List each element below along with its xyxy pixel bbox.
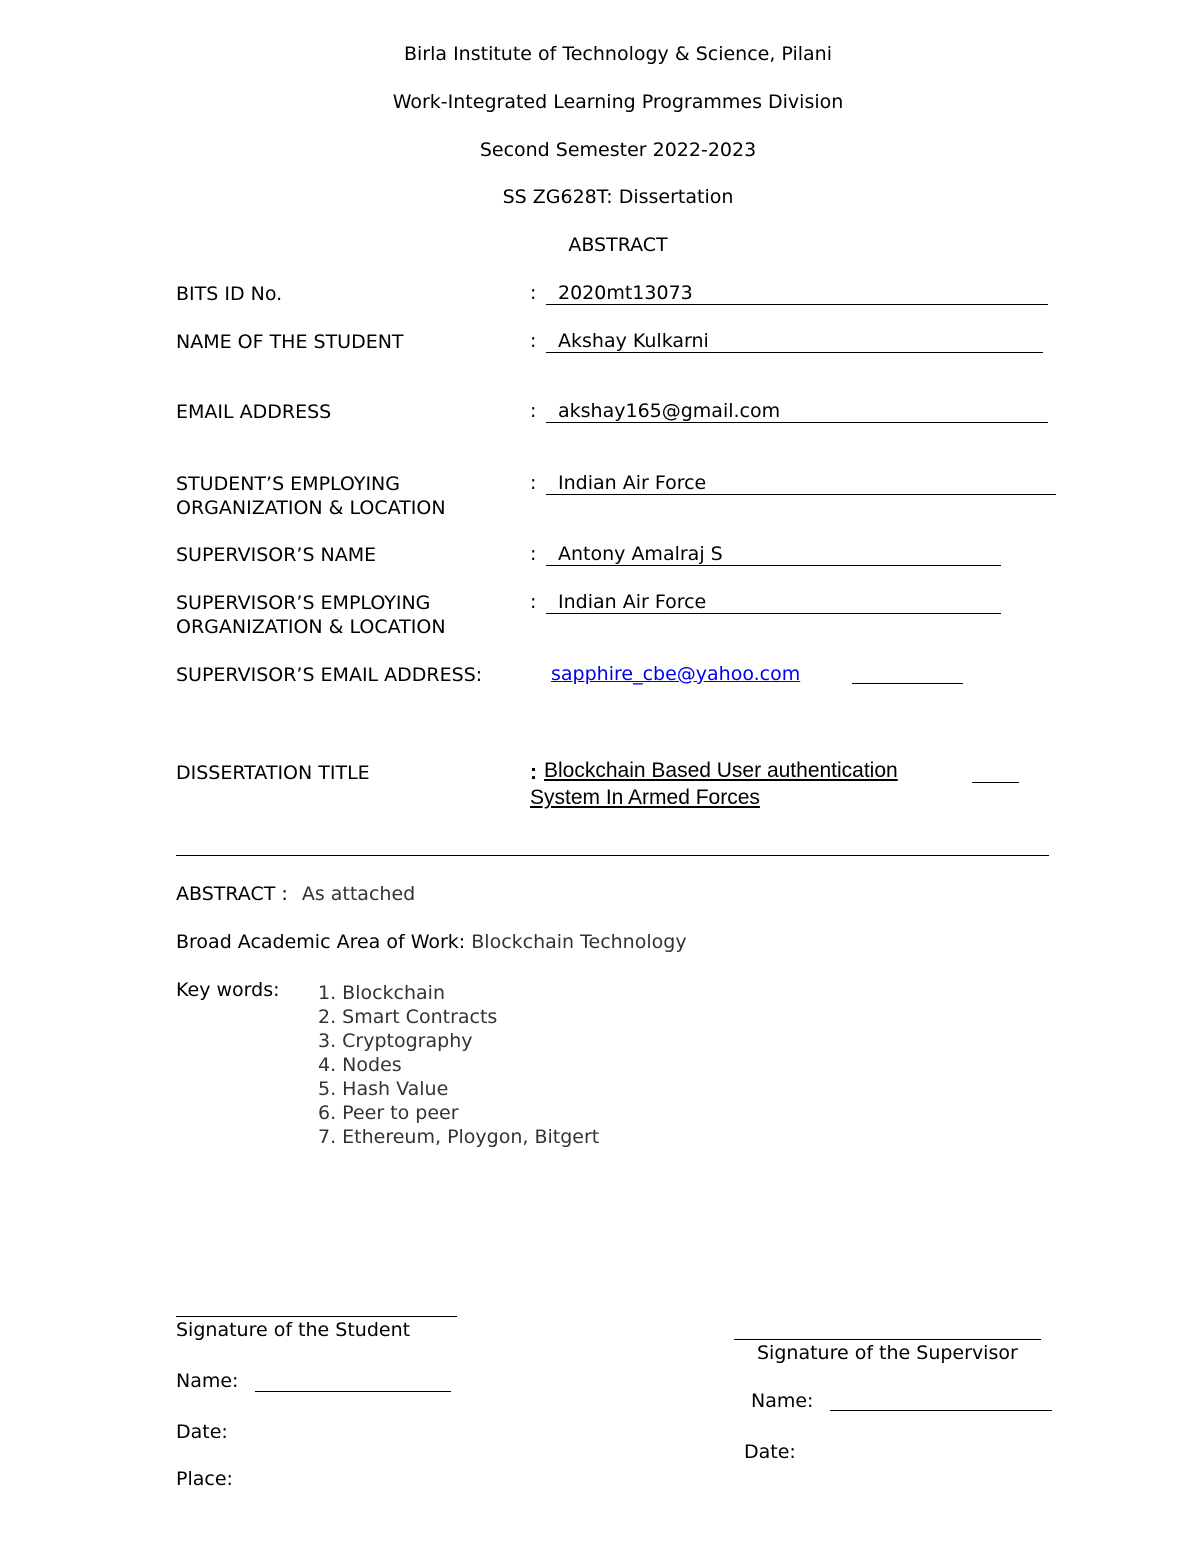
academic-area-label: Broad Academic Area of Work: [176,931,466,953]
supervisor-name-colon: : [530,543,537,565]
dissertation-title-line2: System In Armed Forces [530,786,760,809]
bits-id-value: 2020mt13073 [558,282,693,304]
abstract-value: As attached [301,883,416,905]
bits-id-field [546,282,1048,305]
email-value: akshay165@gmail.com [558,400,781,422]
keyword-item: 6. Peer to peer [318,1102,459,1124]
supervisor-email-label: SUPERVISOR’S EMAIL ADDRESS: [176,664,483,686]
bits-id-colon: : [530,282,537,304]
supervisor-org-colon: : [530,591,537,613]
student-name-field [546,330,1043,353]
section-divider [176,855,1049,856]
keyword-item: 2. Smart Contracts [318,1006,498,1028]
dissertation-title-label: DISSERTATION TITLE [176,762,370,784]
dissertation-title-trailing-underline [972,782,1019,783]
student-place-label: Place: [176,1468,233,1490]
course-code: SS ZG628T: Dissertation [502,186,734,208]
supervisor-name-value: Antony Amalraj S [558,543,723,565]
supervisor-name-label: SUPERVISOR’S NAME [176,544,377,566]
academic-area-row [176,931,687,953]
keyword-item: 5. Hash Value [318,1078,449,1100]
student-org-label [176,472,446,520]
keyword-item: 4. Nodes [318,1054,402,1076]
supervisor-name-field [546,543,1001,566]
keywords-list [318,981,599,1149]
dissertation-title-line1: Blockchain Based User authentication [544,759,898,782]
student-name-sign-label: Name: [176,1370,239,1392]
supervisor-name-sign-label: Name: [751,1390,814,1412]
supervisor-name-sign-line [830,1410,1052,1411]
student-name-colon: : [530,330,537,352]
student-date-label: Date: [176,1421,228,1443]
abstract-row [176,883,415,905]
form-heading: ABSTRACT [568,234,668,256]
division-name: Work-Integrated Learning Programmes Division [392,91,844,113]
supervisor-email-underline [852,683,963,684]
supervisor-date-label: Date: [744,1441,796,1463]
bits-id-label: BITS ID No. [176,283,283,305]
supervisor-org-label [176,591,446,639]
email-colon: : [530,400,537,422]
academic-area-value: Blockchain Technology [471,931,687,953]
student-signature-line [176,1316,457,1317]
student-org-label-line1: STUDENT’S EMPLOYING [176,473,400,495]
student-org-field [546,472,1056,495]
email-field [546,400,1048,423]
keyword-item: 1. Blockchain [318,982,446,1004]
student-name-sign-line [255,1391,451,1392]
email-label: EMAIL ADDRESS [176,401,332,423]
keywords-label: Key words: [176,979,280,1001]
supervisor-org-label-line1: SUPERVISOR’S EMPLOYING [176,592,431,614]
dissertation-title-colon: : [530,761,537,784]
student-name-value: Akshay Kulkarni [558,330,709,352]
student-org-colon: : [530,472,537,494]
institute-name: Birla Institute of Technology & Science, Pilani [403,43,832,65]
abstract-label: ABSTRACT : [176,883,288,905]
keyword-item: 7. Ethereum, Ploygon, Bitgert [318,1126,600,1148]
supervisor-org-label-line2: ORGANIZATION & LOCATION [176,616,446,638]
student-org-value: Indian Air Force [558,472,707,494]
student-org-label-line2: ORGANIZATION & LOCATION [176,497,446,519]
keyword-item: 3. Cryptography [318,1030,473,1052]
supervisor-email-link[interactable]: sapphire_cbe@yahoo.com [551,663,801,685]
supervisor-signature-caption: Signature of the Supervisor [757,1342,1018,1364]
supervisor-signature-line [734,1339,1041,1340]
supervisor-org-field [546,591,1001,614]
student-name-label: NAME OF THE STUDENT [176,331,404,353]
semester: Second Semester 2022-2023 [479,139,757,161]
student-signature-caption: Signature of the Student [176,1319,411,1341]
supervisor-org-value: Indian Air Force [558,591,707,613]
